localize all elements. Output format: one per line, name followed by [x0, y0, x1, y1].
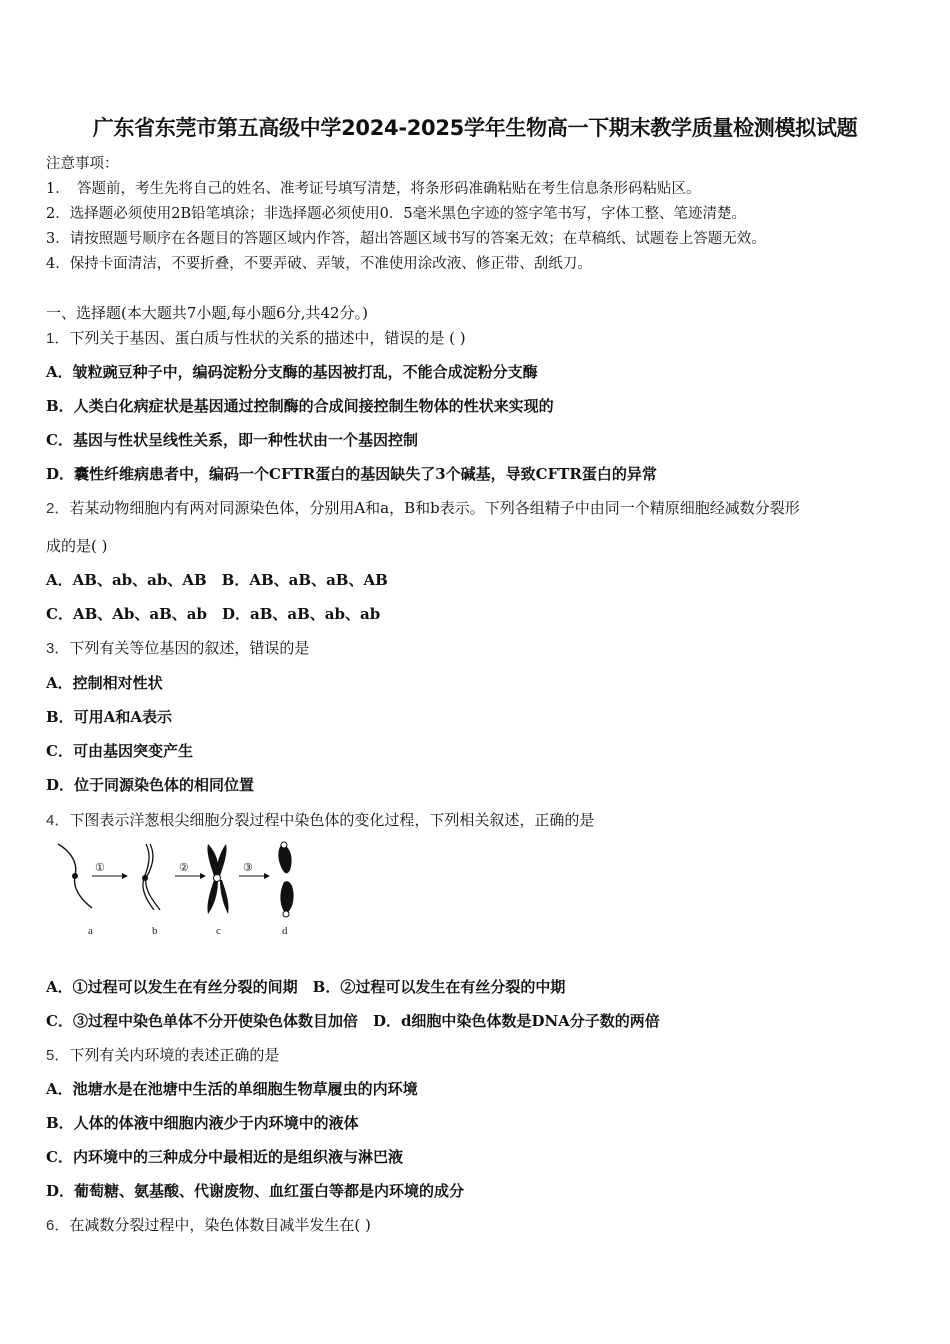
centromere-a [72, 873, 78, 879]
chromosome-d-upper [278, 844, 291, 873]
question-number: 4． [46, 812, 70, 829]
q4-option-ab: A．①过程可以发生在有丝分裂的间期 B．②过程可以发生在有丝分裂的中期 [46, 978, 566, 996]
exam-title: 广东省东莞市第五高级中学2024-2025学年生物高一下期末教学质量检测模拟试题 [92, 116, 858, 140]
chromosome-c-arm-3 [207, 880, 218, 914]
chromosome-c-arm-4 [220, 880, 229, 914]
question-stem: 下图表示洋葱根尖细胞分裂过程中染色体的变化过程，下列相关叙述，正确的是 [69, 811, 595, 829]
q5-option-c: C．内环境中的三种成分中最相近的是组织液与淋巴液 [46, 1148, 403, 1166]
step-3-label: ③ [243, 862, 253, 874]
q5-option-a: A．池塘水是在池塘中生活的单细胞生物草履虫的内环境 [46, 1080, 418, 1098]
question-number: 1． [46, 330, 70, 347]
q3-option-b: B．可用A和A表示 [46, 708, 172, 726]
q5-option-d: D．葡萄糖、氨基酸、代谢废物、血红蛋白等都是内环境的成分 [46, 1182, 465, 1200]
step-1-label: ① [95, 862, 105, 874]
section-heading: 一、选择题(本大题共7小题,每小题6分,共42分。) [46, 304, 368, 322]
question-6 [46, 1214, 371, 1235]
question-stem: 下列有关等位基因的叙述，错误的是 [69, 639, 310, 657]
notice-item-1: 1． 答题前，考生先将自己的姓名、准考证号填写清楚，将条形码准确粘贴在考生信息条形码粘贴区。 [46, 181, 701, 197]
centromere-c [214, 875, 221, 882]
label-d: d [282, 925, 288, 937]
question-2-stem-continued: 成的是( ) [46, 537, 108, 555]
question-number: 2． [46, 500, 70, 517]
step-2-label: ② [179, 862, 189, 874]
question-number: 6． [46, 1217, 70, 1234]
notice-item-4: 4．保持卡面清洁，不要折叠，不要弄破、弄皱，不准使用涂改液、修正带、刮纸刀。 [46, 256, 592, 272]
question-stem: 在减数分裂过程中，染色体数目减半发生在( ) [69, 1216, 371, 1234]
notice-heading: 注意事项： [46, 156, 119, 172]
label-b: b [152, 925, 158, 937]
question-stem: 下列关于基因、蛋白质与性状的关系的描述中，错误的是 ( ) [69, 329, 466, 347]
notice-item-2: 2．选择题必须使用2B铅笔填涂；非选择题必须使用0．5毫米黑色字迹的签字笔书写，字体工整、笔迹清楚。 [46, 206, 747, 222]
centromere-d-upper [281, 842, 287, 848]
question-stem: 若某动物细胞内有两对同源染色体，分别用A和a，B和b表示。下列各组精子中由同一个精原细胞经减数分裂形 [69, 499, 800, 517]
q1-option-a: A．皱粒豌豆种子中，编码淀粉分支酶的基因被打乱，不能合成淀粉分支酶 [46, 363, 538, 381]
centromere-b [142, 875, 148, 881]
q3-option-d: D．位于同源染色体的相同位置 [46, 776, 255, 794]
question-2 [46, 497, 800, 518]
q2-option-cd: C．AB、Ab、aB、ab D．aB、aB、ab、ab [46, 605, 381, 623]
q1-option-b: B．人类白化病症状是基因通过控制酶的合成间接控制生物体的性状来实现的 [46, 397, 554, 415]
question-stem: 下列有关内环境的表述正确的是 [69, 1046, 280, 1064]
label-c: c [216, 925, 221, 937]
question-3 [46, 637, 309, 658]
chromosome-c-arm-2 [216, 844, 227, 876]
q5-option-b: B．人体的体液中细胞内液少于内环境中的液体 [46, 1114, 359, 1132]
question-number: 3． [46, 640, 70, 657]
notice-item-3: 3．请按照题号顺序在各题目的答题区域内作答，超出答题区域书写的答案无效；在草稿纸、试题卷上答题无效。 [46, 231, 766, 247]
chromosome-d-lower [280, 881, 293, 914]
chromosome-diagram [50, 838, 310, 943]
q2-option-ab: A．AB、ab、ab、AB B．AB、aB、aB、AB [46, 571, 388, 589]
q3-option-a: A．控制相对性状 [46, 674, 163, 692]
label-a: a [88, 925, 93, 937]
question-1 [46, 327, 466, 348]
q1-option-c: C．基因与性状呈线性关系，即一种性状由一个基因控制 [46, 431, 418, 449]
question-number: 5． [46, 1047, 70, 1064]
question-4 [46, 809, 594, 830]
question-5 [46, 1044, 279, 1065]
q1-option-d: D．囊性纤维病患者中，编码一个CFTR蛋白的基因缺失了3个碱基，导致CFTR蛋白的异常 [46, 465, 657, 483]
q4-option-cd: C．③过程中染色单体不分开使染色体数目加倍 D．d细胞中染色体数是DNA分子数的两倍 [46, 1012, 660, 1030]
q3-option-c: C．可由基因突变产生 [46, 742, 193, 760]
centromere-d-lower [283, 911, 289, 917]
